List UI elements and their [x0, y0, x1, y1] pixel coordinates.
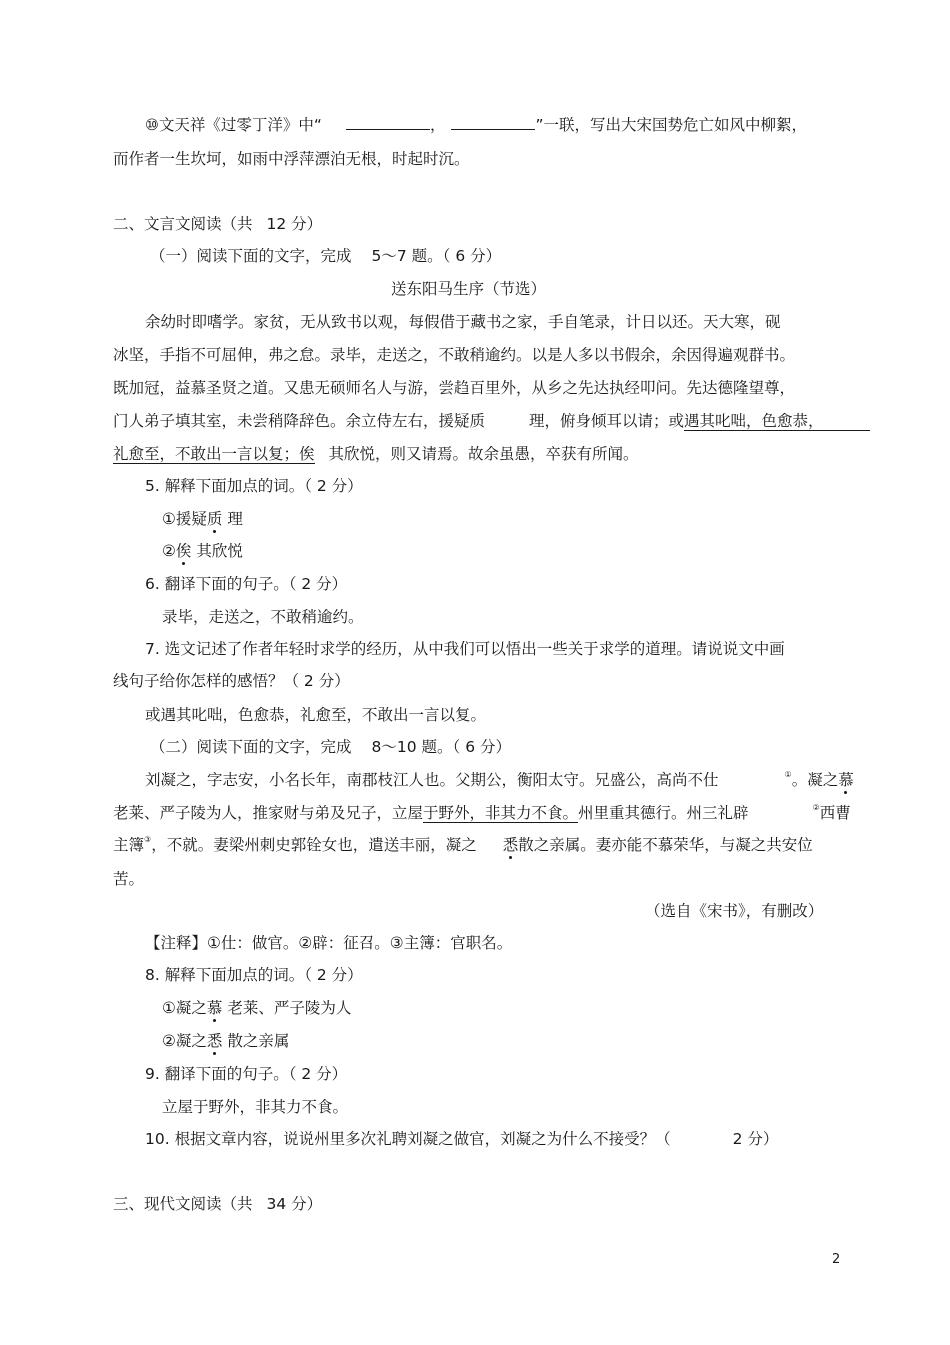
fill-blank-continuation: 而作者一生坎坷，如雨中浮萍漂泊无根，时起时沉。: [113, 150, 470, 168]
emphasis-dot-char: 慕: [838, 771, 854, 789]
passage2-line-1: 刘凝之，字志安，小名长年，南郡枝江人也。父期公，衡阳太守。兄盛公，高尚不仕 ①。凝之慕: [145, 770, 854, 789]
answer-blank-2[interactable]: [451, 115, 535, 130]
underlined-sentence-d: 于野外，非其力不食。: [423, 804, 579, 822]
emphasis-dot-char: 悉: [206, 1032, 223, 1050]
passage2-source: （选自《宋书》，有删改）: [645, 902, 824, 920]
section2-heading: 二、文言文阅读（共 12 分）: [113, 215, 323, 233]
question-7-sentence: 或遇其叱咄，色愈恭，礼愈至，不敢出一言以复。: [145, 706, 487, 724]
passage1-line-5: 礼愈至，不敢出一言以复；俟 其欣悦，则又请焉。故余虽愚，卒获有所闻。: [113, 445, 639, 463]
passage2-notes: 【注释】①仕：做官。②辟：征召。③主簿：官职名。: [145, 934, 513, 952]
question-6: 6. 翻译下面的句子。（ 2 分）: [145, 575, 348, 593]
underlined-sentence-a: 遇其叱咄，色愈恭，: [684, 412, 870, 431]
part2-intro: （二）阅读下面的文字，完成 8～10 题。（ 6 分）: [150, 738, 511, 756]
question-8: 8. 解释下面加点的词。（ 2 分）: [145, 966, 363, 984]
emphasis-dot-char: 悉: [502, 836, 519, 854]
question-9-sentence: 立屋于野外，非其力不食。: [162, 1098, 349, 1116]
fill-blank-question: ⑩文天祥《过零丁洋》中“ ， ”一联，写出大宋国势危亡如风中柳絮，: [145, 116, 807, 134]
passage1-title: 送东阳马生序（节选）: [391, 280, 547, 298]
passage1-line-1: 余幼时即嗜学。家贫，无从致书以观，每假借于藏书之家，手自笔录，计日以还。天大寒，砚: [145, 313, 781, 331]
part1-intro: （一）阅读下面的文字，完成 5～7 题。（ 6 分）: [150, 247, 502, 265]
emphasis-dot-char: 质: [206, 510, 223, 528]
question-8-item-2: ②凝之悉 散之亲属: [162, 1032, 290, 1050]
emphasis-dot-char: 俟: [175, 542, 192, 560]
underlined-sentence-b: 礼愈至，不敢出一言以复；: [113, 445, 300, 463]
passage2-line-2: 老莱、严子陵为人，推家财与弟及兄子，立屋于野外，非其力不食。州里重其德行。州三礼辟 ②西曹: [113, 803, 851, 822]
passage1-line-4: 门人弟子填其室，未尝稍降辞色。余立侍左右，援疑质 理，俯身倾耳以请；或遇其叱咄，色愈恭，: [113, 411, 870, 431]
question-8-item-1: ①凝之慕 老莱、严子陵为人: [162, 999, 352, 1017]
passage1-line-2: 冰坚，手指不可屈伸，弗之怠。录毕，走送之，不敢稍逾约。以是人多以书假余，余因得遍观群书。: [113, 346, 796, 364]
passage1-line-3: 既加冠，益慕圣贤之道。又患无硕师名人与游，尝趋百里外，从乡之先达执经叩问。先达德隆望尊，: [113, 379, 796, 397]
question-9: 9. 翻译下面的句子。（ 2 分）: [145, 1065, 348, 1083]
question-5-item-1: ①援疑质 理: [162, 510, 243, 528]
page-number: 2: [832, 1252, 841, 1267]
question-10: 10. 根据文章内容，说说州里多次礼聘刘凝之做官，刘凝之为什么不接受？（ 2 分）: [145, 1130, 779, 1148]
passage2-line-4: 苦。: [113, 870, 145, 888]
question-5-item-2: ②俟 其欣悦: [162, 542, 243, 560]
question-6-sentence: 录毕，走送之，不敢稍逾约。: [162, 608, 364, 626]
passage2-line-3: 主簿③，不就。妻梁州刺史郭铨女也，遣送丰丽，凝之 悉散之亲属。妻亦能不慕荣华，与凝之共安位: [113, 835, 813, 854]
underlined-sentence-c: 俟: [299, 445, 315, 463]
emphasis-dot-char: 慕: [206, 999, 223, 1017]
question-5: 5. 解释下面加点的词。（ 2 分）: [145, 477, 363, 495]
question-7-line-2: 线句子给你怎样的感悟？（ 2 分）: [113, 672, 350, 690]
question-7-line-1: 7. 选文记述了作者年轻时求学的经历，从中我们可以悟出一些关于求学的道理。请说说文中画: [145, 640, 785, 658]
answer-blank-1[interactable]: [346, 115, 430, 130]
section3-heading: 三、现代文阅读（共 34 分）: [113, 1195, 323, 1213]
